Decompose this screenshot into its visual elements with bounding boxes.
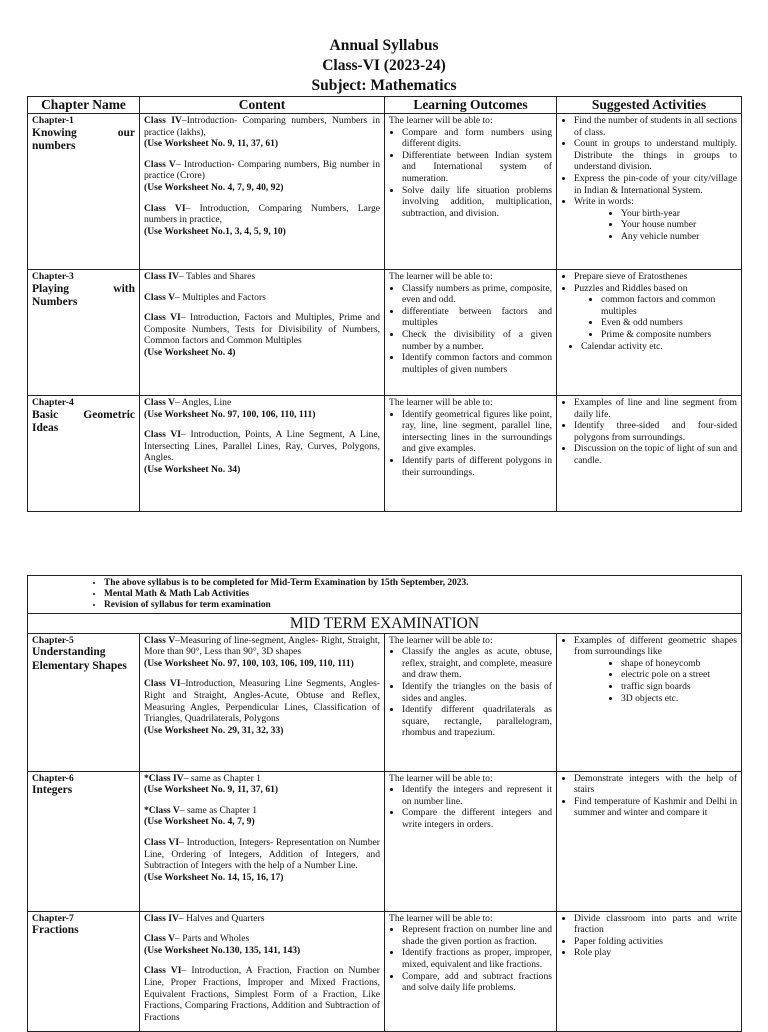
list-item: • Prime & composite numbers [601, 329, 737, 341]
activities-sublist [561, 208, 737, 243]
content-cell [140, 396, 385, 512]
list-item: • Divide classroom into parts and write fraction [574, 913, 737, 936]
list-item: • Compare and form numbers using different digits. [402, 127, 552, 150]
chapter-name: Fractions [32, 924, 79, 937]
chapter-cell [28, 771, 140, 911]
list-item: • Classify the angles as acute, obtuse, reflex, straight, and complete, measure and draw them. [402, 646, 552, 681]
outcomes-lead: The learner will be able to: [389, 115, 493, 126]
content-block: Class V–Measuring of line-segment, Angles- Right, Straight, More than 90°, Less than 90°, 3D shapes (Use Worksheet No. 97, 100, 103, 106, 109, 110, 111) [144, 634, 381, 669]
notes-row [28, 576, 742, 614]
chapter-name: Knowing our numbers [32, 126, 135, 153]
list-item: • Solve daily life situation problems involving addition, multiplication, subtraction, and division. [402, 185, 552, 220]
list-item: • Identify fractions as proper, improper, mixed, equivalent and like fractions. [402, 947, 552, 970]
column-header: Learning Outcomes [385, 97, 557, 114]
list-item: • Identify common factors and common multiples of given numbers [402, 352, 552, 375]
outcomes-list [389, 127, 552, 220]
table-row [28, 114, 742, 270]
outcomes-list [389, 409, 552, 479]
chapter-cell [28, 633, 140, 771]
outcomes-cell [385, 633, 557, 771]
content-block: *Class V– same as Chapter 1 (Use Worksheet No. 4, 7, 9) [144, 804, 258, 828]
chapter-cell [28, 270, 140, 396]
chapter-cell [28, 911, 140, 1031]
column-header: Content [140, 97, 385, 114]
column-header: Chapter Name [28, 97, 140, 114]
list-item: • Express the pin-code of your city/village in Indian & International System. [574, 173, 737, 196]
table-row [28, 270, 742, 396]
activities-list [561, 635, 737, 658]
list-item: • Write in words: [574, 196, 737, 208]
chapter-cell [28, 396, 140, 512]
content-block: Class VI– Introduction, Comparing Numbers, Large numbers in practice, (Use Worksheet No.1, 3, 4, 5, 9, 10) [144, 202, 380, 237]
midterm-heading: MID TERM EXAMINATION [28, 613, 742, 633]
chapter-cell [28, 114, 140, 270]
content-block: Class V– Angles, Line (Use Worksheet No. 97, 100, 106, 110, 111) [144, 397, 316, 420]
content-block: Class IV– Halves and Quarters [144, 912, 265, 924]
list-item: • Calendar activity etc. [581, 341, 737, 353]
outcomes-cell [385, 270, 557, 396]
syllabus-table-part2 [27, 575, 742, 1032]
content-block: Class IV– Tables and Shares [144, 271, 256, 282]
chapter-name: Basic Geometric Ideas [32, 408, 135, 435]
list-item: • Puzzles and Riddles based on [574, 283, 737, 295]
content-block: *Class IV– same as Chapter 1 (Use Worksheet No. 9, 11, 37, 61) [144, 772, 279, 796]
list-item: • Examples of different geometric shapes from surroundings like [574, 635, 737, 658]
list-item: • common factors and common multiples [601, 294, 737, 317]
title-subject: Subject: Mathematics [311, 77, 457, 94]
chapter-number: Chapter-1 [32, 115, 74, 126]
outcomes-lead: The learner will be able to: [389, 271, 493, 282]
list-item: • Identify the triangles on the basis of sides and angles. [402, 681, 552, 704]
outcomes-list [389, 646, 552, 739]
notes-cell [28, 576, 742, 614]
chapter-name: Playing with Numbers [32, 282, 135, 309]
outcomes-list [389, 924, 552, 994]
outcomes-list [389, 283, 552, 376]
content-block: Class VI– Introduction, Points, A Line Segment, A Line, Intersecting Lines, Parallel Lines, Ray, Curves, Polygons, Angles. (Use Worksheet No. 34) [144, 429, 381, 475]
title-annual-syllabus: Annual Syllabus [329, 37, 439, 54]
list-item: • Identify three-sided and four-sided polygons from surroundings. [574, 420, 737, 443]
content-cell [140, 633, 385, 771]
content-block: Class IV–Introduction- Comparing numbers, Numbers in practice (lakhs), (Use Worksheet No. 9, 11, 37, 61) [144, 115, 381, 150]
list-item: • Any vehicle number [621, 231, 737, 243]
activities-sublist [561, 294, 737, 340]
outcomes-lead: The learner will be able to: [389, 634, 493, 646]
list-item: • Represent fraction on number line and shade the given portion as fraction. [402, 924, 552, 947]
content-block: Class VI–Introduction, Measuring Line Segments, Angles-Right and Straight, Angles-Acute, Obtuse and Reflex, Measuring Angles, Perpendicular Lines, Classification of Triangles, Quadrilaterals, Polygons (Use Worksheet No. 29, 31, 32, 33) [144, 678, 380, 736]
activities-cell [557, 396, 742, 512]
list-item: • Differentiate between Indian system and International system of numeration. [402, 150, 552, 185]
list-item: • electric pole on a street [621, 669, 737, 681]
content-block: Class V– Parts and Wholes (Use Worksheet No.130, 135, 141, 143) [144, 933, 301, 956]
content-block: Class VI– Introduction, A Fraction, Fraction on Number Line, Proper Fractions, Improper and Mixed Fractions, Equivalent Fractions, Simplest Form of a Fraction, Like Fractions, Comparing Fractions, Addition and Subtraction of Fractions [144, 965, 380, 1023]
list-item: • Discussion on the topic of light of sun and candle. [574, 443, 737, 466]
chapter-number: Chapter-7 [32, 912, 74, 924]
list-item: • Identify different quadrilaterals as square, rectangle, parallelogram, rhombus and trapezium. [402, 704, 552, 739]
list-item: • Prepare sieve of Eratosthenes [574, 271, 737, 283]
list-item: • Compare, add and subtract fractions and solve daily life problems. [402, 971, 552, 994]
outcomes-cell [385, 114, 557, 270]
list-item: • Identify the integers and represent it on number line. [402, 784, 552, 807]
activities-cell [557, 633, 742, 771]
activities-list [561, 271, 737, 294]
list-item: • Classify numbers as prime, composite, even and odd. [402, 283, 552, 306]
list-item: • Role play [574, 947, 737, 959]
list-item: • Examples of line and line segment from daily life. [574, 397, 737, 420]
list-item: • traffic sign boards [621, 681, 737, 693]
list-item: • Mental Math & Math Lab Activities [104, 589, 737, 600]
activities-list-tail [561, 341, 737, 353]
list-item: • Your house number [621, 219, 737, 231]
list-item: • differentiate between factors and multiples [402, 306, 552, 329]
table-row [28, 633, 742, 771]
list-item: • 3D objects etc. [621, 693, 737, 705]
list-item: • Paper folding activities [574, 936, 737, 948]
content-block: Class VI– Introduction, Factors and Multiples, Prime and Composite Numbers, Tests for Divisibility of Numbers, Common factors and Common Multiples (Use Worksheet No. 4) [144, 312, 380, 358]
list-item: • The above syllabus is to be completed for Mid-Term Examination by 15th September, 2023. [104, 578, 737, 589]
list-item: • Count in groups to understand multiply. Distribute the things in groups to understand division. [574, 138, 737, 173]
list-item: • Identify parts of different polygons in their surroundings. [402, 455, 552, 478]
outcomes-lead: The learner will be able to: [389, 397, 493, 408]
activities-list [561, 773, 737, 819]
content-block: Class V– Multiples and Factors [144, 291, 266, 303]
title-class: Class-VI (2023-24) [322, 57, 446, 74]
outcomes-cell [385, 396, 557, 512]
activities-list [561, 913, 737, 959]
content-cell [140, 270, 385, 396]
column-header: Suggested Activities [557, 97, 742, 114]
activities-cell [557, 911, 742, 1031]
list-item: • Demonstrate integers with the help of stairs [574, 773, 737, 796]
content-cell [140, 771, 385, 911]
content-block: Class VI– Introduction, Integers- Representation on Number Line, Ordering of Integers, Addition of Integers, and Subtraction of Integers with the help of a Number Line. (Use Worksheet No. 14, 15, 16, 17) [144, 836, 380, 883]
table-row [28, 396, 742, 512]
list-item: • Revision of syllabus for term examination [104, 600, 737, 611]
activities-cell [557, 114, 742, 270]
list-item: • Identify geometrical figures like point, ray, line, line segment, parallel line, intersecting lines in the surroundings and give examples. [402, 409, 552, 455]
outcomes-cell [385, 911, 557, 1031]
list-item: • Find temperature of Kashmir and Delhi in summer and winter and compare it [574, 796, 737, 819]
table-row [28, 771, 742, 911]
list-item: • Your birth-year [621, 208, 737, 220]
syllabus-table-part1 [27, 96, 742, 512]
outcomes-list [389, 784, 552, 830]
list-item: • shape of honeycomb [621, 658, 737, 670]
list-item: • Compare the different integers and write integers in orders. [402, 807, 552, 830]
chapter-number: Chapter-4 [32, 397, 74, 408]
activities-list [561, 397, 737, 467]
table-header-row [28, 97, 742, 114]
activities-list [561, 115, 737, 208]
list-item: • Find the number of students in all sections of class. [574, 115, 737, 138]
content-cell [140, 911, 385, 1031]
content-cell [140, 114, 385, 270]
outcomes-lead: The learner will be able to: [389, 912, 493, 924]
outcomes-lead: The learner will be able to: [389, 772, 493, 784]
chapter-name: Integers [32, 784, 73, 797]
chapter-number: Chapter-6 [32, 772, 74, 784]
chapter-number: Chapter-3 [32, 271, 74, 282]
activities-sublist [561, 658, 737, 704]
content-block: Class V– Introduction- Comparing numbers, Big number in practice (Crore) (Use Worksheet No. 4, 7, 9, 40, 92) [144, 158, 380, 193]
list-item: • Even & odd numbers [601, 317, 737, 329]
outcomes-cell [385, 771, 557, 911]
activities-cell [557, 270, 742, 396]
list-item: • Check the divisibility of a given number by a number. [402, 329, 552, 352]
midterm-row [28, 613, 742, 633]
table-row [28, 911, 742, 1031]
chapter-name: Understanding Elementary Shapes [32, 646, 127, 672]
chapter-number: Chapter-5 [32, 634, 74, 646]
activities-cell [557, 771, 742, 911]
notes-list [32, 578, 737, 612]
